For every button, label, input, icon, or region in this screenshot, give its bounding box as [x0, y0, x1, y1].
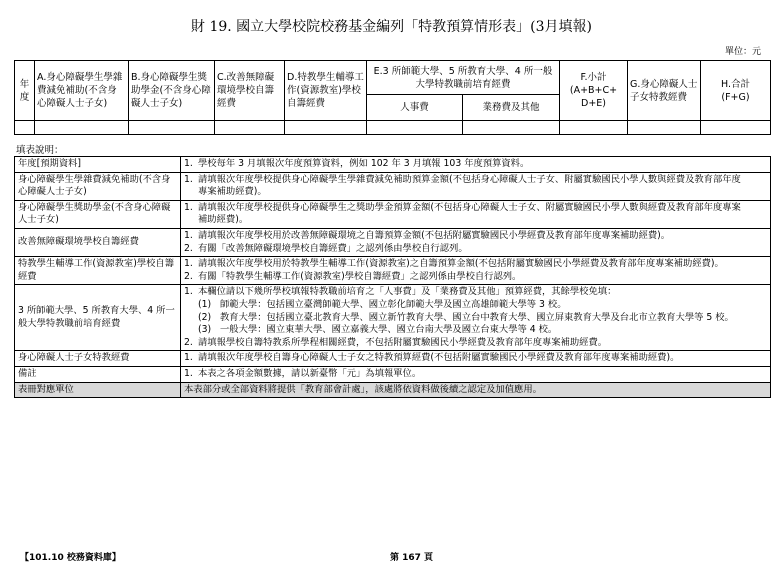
notes-row-label: 年度[預期資料]: [15, 157, 181, 173]
empty-cell[interactable]: [15, 121, 35, 135]
notes-row: [15, 285, 771, 351]
note-item-number: 2.: [184, 242, 193, 254]
note-item-text: 本欄位請以下幾所學校填報特教職前培育之「人事費」及「業務費及其他」預算經費，其餘學校免填：: [198, 286, 617, 298]
header-col-e: E.3 所師範大學、5 所教育大學、4 所一般大學特教職前培育經費: [367, 61, 560, 95]
notes-row-label: 身心障礙人士子女特教經費: [15, 351, 181, 367]
note-item: [184, 258, 767, 271]
note-item-number: 1.: [184, 173, 193, 185]
note-item: [184, 352, 767, 365]
mapping-row: [15, 382, 771, 398]
note-item: [184, 243, 767, 256]
note-subitem-number: (3): [198, 324, 212, 336]
notes-row: [15, 366, 771, 382]
note-item-number: 2.: [184, 270, 193, 282]
empty-cell[interactable]: [285, 121, 367, 135]
empty-cell[interactable]: [560, 121, 628, 135]
notes-row: [15, 351, 771, 367]
notes-row-content: [181, 200, 771, 228]
notes-row: [15, 157, 771, 173]
notes-row-label: 身心障礙學生學雜費減免補助(不含身心障礙人士子女): [15, 172, 181, 200]
note-item-text: 有關「改善無障礙環境學校自籌經費」之認列係由學校自行認列。: [198, 242, 468, 254]
notes-row-label: 改善無障礙環境學校自籌經費: [15, 228, 181, 256]
footer-page-number: 第 167 頁: [390, 553, 434, 563]
notes-row-label: 3 所師範大學、5 所教育大學、4 所一般大學特教職前培育經費: [15, 285, 181, 351]
note-item-number: 1.: [184, 352, 193, 364]
note-item-number: 2.: [184, 336, 193, 348]
header-col-g: G.身心障礙人士子女特教經費: [628, 61, 701, 121]
header-col-d: D.特教學生輔導工作(資源教室)學校自籌經費: [285, 61, 367, 121]
note-item-text: 學校每年 3 月填報次年度預算資料，例如 102 年 3 月填報 103 年度預算資料。: [198, 158, 530, 169]
note-item-number: 1.: [184, 158, 193, 169]
note-item-number: 1.: [184, 229, 193, 241]
notes-label: 填表說明：: [16, 145, 64, 156]
note-item: [184, 286, 767, 299]
note-item: [184, 368, 767, 381]
note-item: [184, 337, 767, 350]
note-item: [184, 230, 767, 243]
note-item-number: 1.: [184, 201, 193, 213]
note-subitem: [184, 312, 767, 325]
note-item-number: 1.: [184, 367, 193, 379]
notes-row-content: [181, 228, 771, 256]
note-subitem-text: 一般大學：國立東華大學、國立嘉義大學、國立台南大學及國立台東大學等 4 校。: [220, 324, 558, 336]
notes-row-label: 特教學生輔導工作(資源教室)學校自籌經費: [15, 257, 181, 285]
note-item: [184, 174, 767, 199]
header-year: 年度: [15, 61, 35, 121]
page-title: 財 19. 國立大學校院校務基金編列「特教預算情形表」(3月填報): [191, 19, 592, 35]
note-item-text: 有關「特教學生輔導工作(資源教室)學校自籌經費」之認列係由學校自行認列。: [198, 270, 522, 282]
notes-row-label: 身心障礙學生獎助學金(不含身心障礙人士子女): [15, 200, 181, 228]
empty-cell[interactable]: [628, 121, 701, 135]
notes-row-content: [181, 257, 771, 285]
note-item: [184, 202, 767, 227]
notes-row: [15, 200, 771, 228]
note-subitem-number: (2): [198, 311, 212, 323]
note-item-number: 1.: [184, 258, 193, 270]
note-item: [184, 158, 767, 171]
notes-row: [15, 172, 771, 200]
header-col-e-operations: 業務費及其他: [463, 95, 560, 121]
notes-row-content: [181, 366, 771, 382]
note-subitem: [184, 299, 767, 312]
blank-data-row: [15, 121, 771, 135]
empty-cell[interactable]: [215, 121, 285, 135]
mapping-text: 本表部分或全部資料將提供「教育部會計處」，該處將依資料做後續之認定及加值應用。: [181, 382, 771, 398]
notes-table: [14, 156, 771, 398]
header-col-e-personnel: 人事費: [367, 95, 463, 121]
note-item-text: 請填報次年度學校用於改善無障礙環境之自籌預算金額(不包括附屬實驗國民小學經費及教育部年度專案補助經費)。: [198, 229, 671, 241]
empty-cell[interactable]: [463, 121, 560, 135]
empty-cell[interactable]: [35, 121, 129, 135]
note-item-text: 請填報次年度學校提供身心障礙學生學雜費減免補助預算金額(不包括身心障礙人士子女、附屬實驗國民小學人數與經費及教育部年度專案補助經費)。: [198, 173, 741, 198]
notes-row-content: [181, 351, 771, 367]
note-item-text: 請填報次年度學校用於特教學生輔導工作(資源教室)之自籌預算金額(不包括附屬實驗國民小學經費及教育部年度專案補助經費)。: [198, 258, 724, 270]
mapping-label: 表冊對應單位: [15, 382, 181, 398]
note-subitem: [184, 324, 767, 337]
notes-row-content: [181, 172, 771, 200]
notes-row: [15, 228, 771, 256]
note-item-text: 請填報次年度學校自籌身心障礙人士子女之特教預算經費(不包括附屬實驗國民小學經費及教育部年度專案補助經費)。: [198, 352, 680, 364]
notes-row-content: [181, 157, 771, 173]
header-col-c: C.改善無障礙環境學校自籌經費: [215, 61, 285, 121]
note-item-text: 本表之各項金額數據，請以新臺幣「元」為填報單位。: [198, 367, 422, 379]
empty-cell[interactable]: [367, 121, 463, 135]
empty-cell[interactable]: [129, 121, 215, 135]
notes-row-label: 備註: [15, 366, 181, 382]
note-item-text: 請填報學校自籌特教系所學程相關經費，不包括附屬實驗國民小學經費及教育部年度專案補助經費。: [198, 336, 608, 348]
header-col-b: B.身心障礙學生獎助學金(不含身心障礙人士子女): [129, 61, 215, 121]
note-item-number: 1.: [184, 286, 193, 298]
footer-source: 【101.10 校務資料庫】: [20, 553, 121, 563]
note-item-text: 請填報次年度學校提供身心障礙學生之獎助學金預算金額(不包括身心障礙人士子女、附屬實驗國民小學人數與經費及教育部年度專案補助經費)。: [198, 201, 741, 226]
note-subitem-text: 教育大學：包括國立臺北教育大學、國立新竹教育大學、國立台中教育大學、國立屏東教育大學及台北市立教育大學等 5 校。: [220, 311, 734, 323]
note-subitem-text: 師範大學：包括國立臺灣師範大學、國立彰化師範大學及國立高雄師範大學等 3 校。: [220, 298, 567, 310]
unit-label: 單位：元: [724, 47, 761, 57]
budget-table: [14, 60, 771, 135]
header-col-f: F.小計 (A+B+C+ D+E): [560, 61, 628, 121]
empty-cell[interactable]: [701, 121, 771, 135]
header-col-h: H.合計 (F+G): [701, 61, 771, 121]
notes-row: [15, 257, 771, 285]
note-item: [184, 271, 767, 284]
notes-row-content: [181, 285, 771, 351]
note-subitem-number: (1): [198, 298, 212, 310]
header-col-a: A.身心障礙學生學雜費減免補助(不含身心障礙人士子女): [35, 61, 129, 121]
